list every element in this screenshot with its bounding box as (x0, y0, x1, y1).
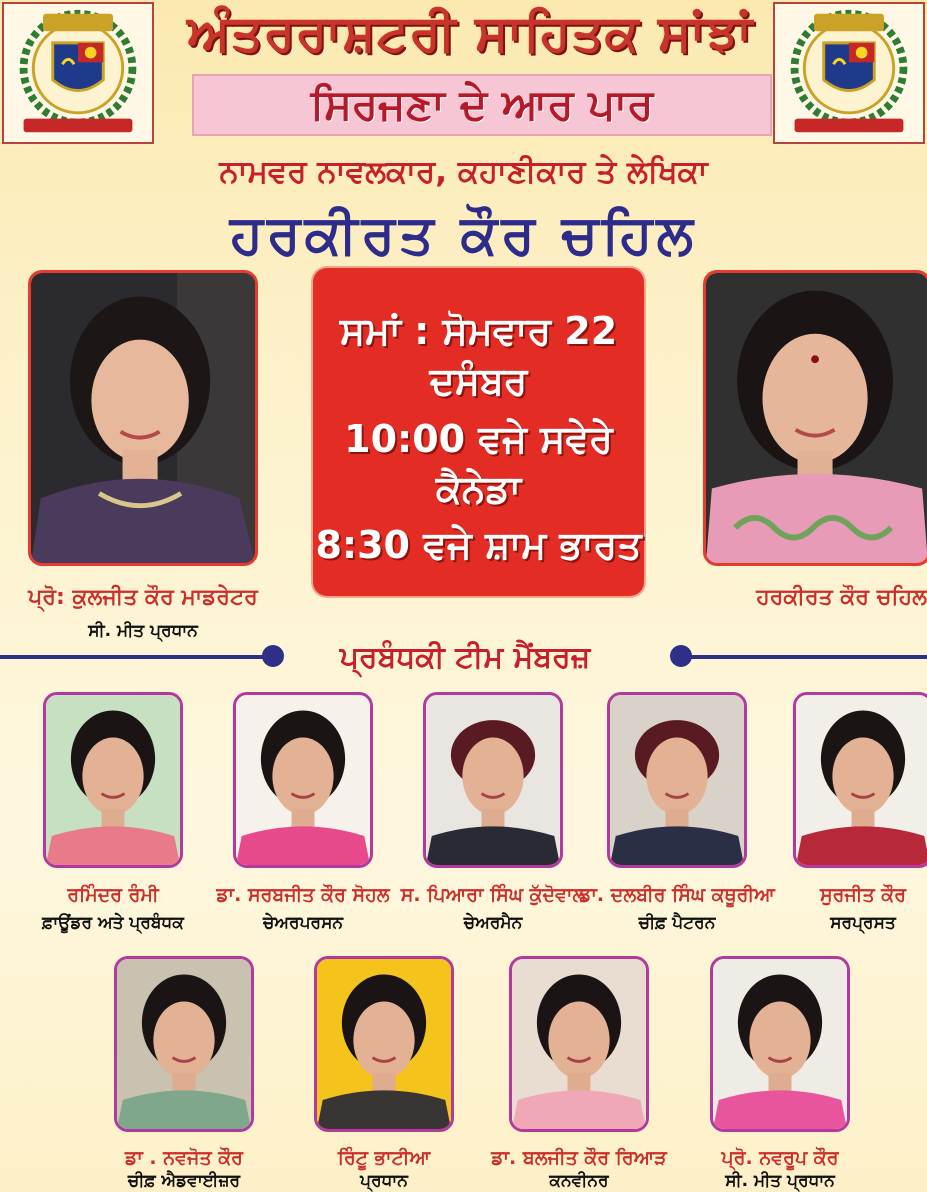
guest-name-headline: ਹਰਕੀਰਤ ਕੌਰ ਚਹਿਲ (229, 203, 698, 266)
row2-member-photo-3 (509, 956, 649, 1132)
row1-member-role-3: ਚੇਅਰਮੈਨ (463, 913, 523, 933)
divider-left (0, 655, 272, 659)
row1-member-role-5: ਸਰਪ੍ਰਸਤ (830, 913, 896, 933)
row2-member-name-3: ਡਾ. ਬਲਜੀਤ ਕੌਰ ਰਿਆੜ (491, 1147, 667, 1169)
organization-logo-right (773, 2, 925, 144)
row2-member-name-4: ਪ੍ਰੋ. ਨਵਰੂਪ ਕੌਰ (721, 1147, 839, 1169)
row2-member-role-1: ਚੀਫ਼ ਐਡਵਾਈਜ਼ਰ (127, 1171, 241, 1191)
row1-member-role-1: ਫ਼ਾਊਂਡਰ ਅਤੇ ਪ੍ਰਬੰਧਕ (42, 913, 184, 933)
poster-subtitle: ਸਿਰਜਣਾ ਦੇ ਆਰ ਪਾਰ (310, 80, 654, 129)
row2-member-photo-4 (710, 956, 850, 1132)
row2-member-role-3: ਕਨਵੀਨਰ (549, 1171, 609, 1191)
row1-member-name-1: ਰਮਿੰਦਰ ਰੰਮੀ (67, 884, 159, 906)
row1-member-name-2: ਡਾ. ਸਰਬਜੀਤ ਕੌਰ ਸੋਹਲ (216, 884, 390, 906)
row1-member-name-3: ਸ. ਪਿਆਰਾ ਸਿੰਘ ਕੁੱਦੋਵਾਲ (400, 884, 586, 906)
moderator-photo (28, 270, 258, 566)
row1-member-photo-4 (607, 692, 747, 868)
guest-caption: ਹਰਕੀਰਤ ਕੌਰ ਚਹਿਲ (756, 585, 927, 610)
row1-member-photo-5 (793, 692, 927, 868)
row1-member-photo-3 (423, 692, 563, 868)
guest-photo (703, 270, 927, 566)
team-section-title: ਪ੍ਰਬੰਧਕੀ ਟੀਮ ਮੈਂਬਰਜ਼ (339, 640, 591, 675)
poster-title: ਅੰਤਰਰਾਸ਼ਟਰੀ ਸਾਹਿਤਕ ਸਾਂਝਾਂ (186, 4, 754, 62)
divider-dot-left (262, 645, 284, 667)
schedule-time-canada: 10:00 ਵਜੇ ਸਵੇਰੇ ਕੈਨੇਡਾ (344, 417, 613, 511)
organization-logo-left (2, 2, 154, 144)
moderator-role: ਸੀ. ਮੀਤ ਪ੍ਰਧਾਨ (88, 621, 198, 641)
row1-member-name-5: ਸੁਰਜੀਤ ਕੌਰ (819, 884, 907, 906)
row1-member-role-2: ਚੇਅਰਪਰਸਨ (262, 913, 344, 933)
row1-member-name-4: ਡਾ. ਦਲਬੀਰ ਸਿੰਘ ਕਥੂਰੀਆ (579, 884, 775, 906)
row2-member-photo-2 (314, 956, 454, 1132)
row2-member-role-2: ਪ੍ਰਧਾਨ (360, 1171, 408, 1191)
row1-member-role-4: ਚੀਫ਼ ਪੈਟਰਨ (638, 913, 716, 933)
tagline: ਨਾਮਵਰ ਨਾਵਲਕਾਰ, ਕਹਾਣੀਕਾਰ ਤੇ ਲੇਖਿਕਾ (219, 154, 708, 190)
schedule-time-india: 8:30 ਵਜੇ ਸ਼ਾਮ ਭਾਰਤ (315, 523, 642, 567)
schedule-date: ਸਮਾਂ : ਸੋਮਵਾਰ 22 ਦਸੰਬਰ (339, 309, 618, 403)
row1-member-photo-2 (233, 692, 373, 868)
row2-member-role-4: ਸੀ. ਮੀਤ ਪ੍ਰਧਾਨ (725, 1171, 835, 1191)
row2-member-name-1: ਡਾ . ਨਵਜੋਤ ਕੌਰ (125, 1147, 243, 1169)
row2-member-name-2: ਰਿੰਟੂ ਭਾਟੀਆ (337, 1147, 431, 1169)
moderator-name: ਪ੍ਰੋ: ਕੁਲਜੀਤ ਕੌਰ ਮਾਡਰੇਟਰ (28, 585, 258, 610)
row1-member-photo-1 (43, 692, 183, 868)
row2-member-photo-1 (114, 956, 254, 1132)
divider-right (682, 655, 927, 659)
